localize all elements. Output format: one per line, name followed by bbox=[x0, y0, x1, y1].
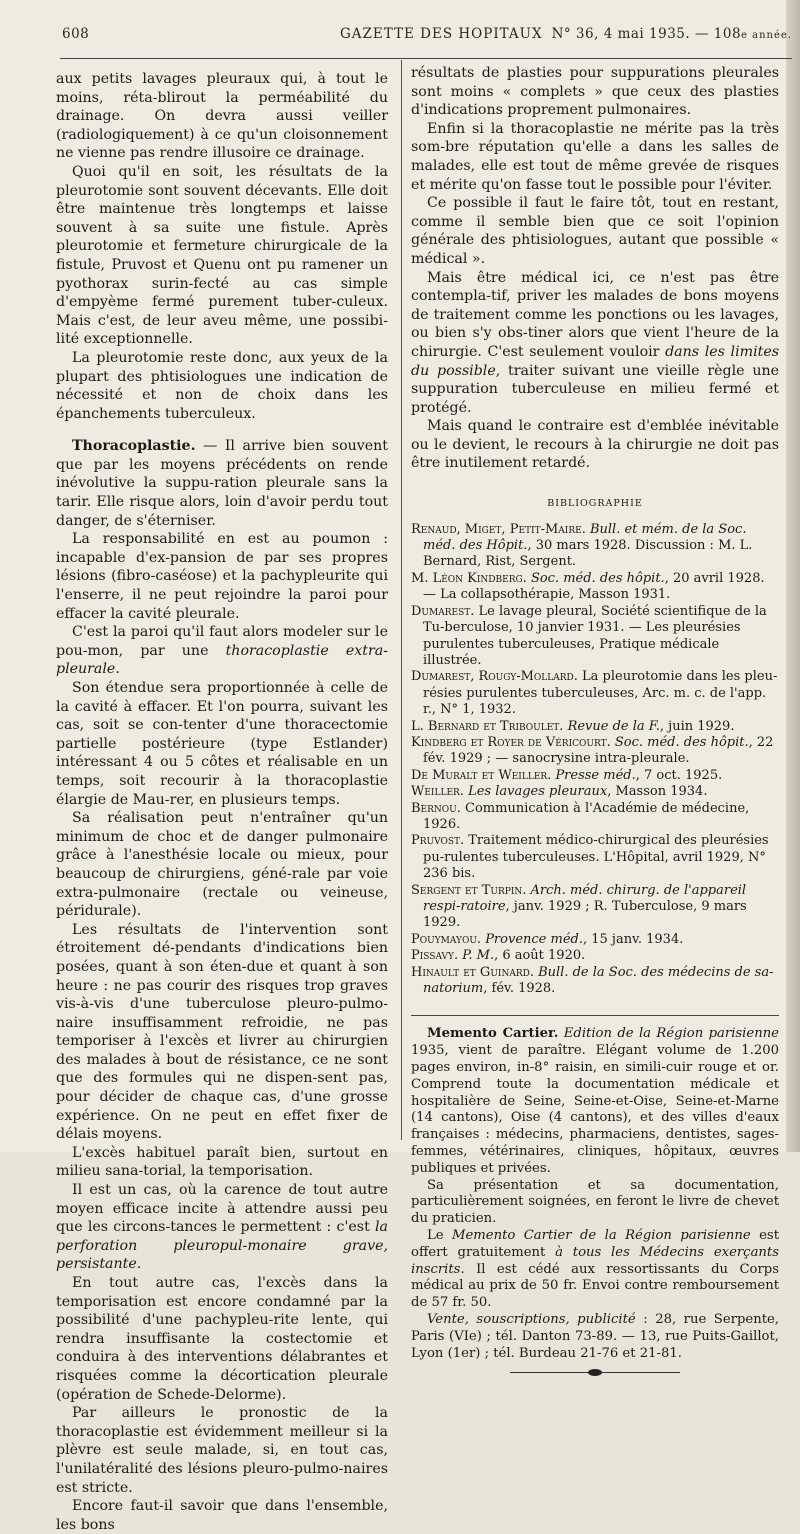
bibliography-title: BIBLIOGRAPHIE bbox=[547, 498, 643, 510]
paragraph: Encore faut-il savoir que dans l'ensemble, les bons bbox=[56, 1498, 388, 1533]
header-rule bbox=[60, 58, 792, 59]
paragraph: Le Memento Cartier de la Région parisienne est offert gratuitement à tous les Médecins exerçants inscrits. Il est cédé aux ressortissants du Corps médical au prix de 50 fr. Envoi contre remboursement de 57 fr. 50. bbox=[411, 1228, 779, 1311]
page-header bbox=[62, 26, 792, 50]
paragraph: Memento Cartier. Edition de la Région parisienne 1935, vient de paraître. Elégant volume de 1.200 pages environ, in-8° raisin, en simili-cuir rouge et or. Comprend toute la documentation médicale et hospitalière de Seine, Seine-et-Oise, Seine-et-Marne (14 cantons), Oise (4 cantons), et des villes d'eaux françaises : médecins, pharmaciens, dentistes, sages-femmes, vétérinaires, cliniques, hôpitaux, œuvres publiques et privées. bbox=[411, 1026, 779, 1176]
bibliography-authors: Weiller bbox=[411, 784, 460, 800]
bibliography-authors: Sergent et Turpin bbox=[411, 882, 523, 898]
paragraph: Enfin si la thoracoplastie ne mérite pas la très som-bre réputation qu'elle a dans les salles de malades, elle est tout de même grevée de risques et mérite qu'on fasse tout le possible pour l'éviter. bbox=[411, 120, 779, 193]
bibliography-authors: Pissavy bbox=[411, 948, 454, 964]
bibliography-entry: L. Bernard et Triboulet. Revue de la F., juin 1929. bbox=[411, 718, 735, 734]
journal-title: GAZETTE DES HOPITAUX bbox=[340, 26, 543, 42]
paragraph: Sa réalisation peut n'entraîner qu'un minimum de choc et de danger pulmonaire grâce à l'anesthésie locale ou mieux, pour beaucoup de chirurgiens, géné-rale par voie extra-pulmonaire (rectale ou veineuse, péridurale). bbox=[56, 810, 388, 920]
bibliography-entry: Weiller. Les lavages pleuraux, Masson 1934. bbox=[411, 784, 708, 800]
left-column bbox=[56, 70, 388, 1534]
bibliography-authors: Hinault et Guinard bbox=[411, 964, 530, 980]
bibliography-entry: De Muralt et Weiller. Presse méd., 7 oct. 1925. bbox=[411, 767, 723, 783]
bibliography-authors: Kindberg et Royer de Véricourt bbox=[411, 734, 607, 750]
bibliography-entry: Pruvost. Traitement médico-chirurgical des pleurésies pu-rulentes tuberculeuses. L'Hôpital, avril 1929, N° 236 bis. bbox=[411, 833, 769, 882]
paragraph: Quoi qu'il en soit, les résultats de la pleurotomie sont souvent décevants. Elle doit être maintenue très longtemps et laisse souvent à sa suite une fistule. Après pleurotomie et fermeture chirurgicale de la fistule, Pruvost et Quenu ont pu ramener un pyothorax surin-fecté au cas simple d'empyème fermé purement tuber-culeux. Mais c'est, de leur aveu même, une possibi-lité exceptionnelle. bbox=[56, 163, 388, 348]
bibliography-authors: Bernou bbox=[411, 800, 457, 816]
paragraph: Sa présentation et sa documentation, particulièrement soignées, en feront le livre de chevet du praticien. bbox=[411, 1177, 779, 1227]
paragraph: Mais être médical ici, ce n'est pas être contempla-tif, priver les malades de bons moyens de traitement comme les ponctions ou les lavages, ou bien s'y obs-tiner alors que vient l'heure de la chirurgie. C'est seulement vouloir dans les limites du possible, traiter suivant une vieille règle une suppuration tuberculeuse en milieu fermé et protégé. bbox=[411, 269, 779, 416]
paragraph: L'excès habituel paraît bien, surtout en milieu sana-torial, la temporisation. bbox=[56, 1144, 388, 1180]
paragraph: résultats de plasties pour suppurations pleurales sont moins « complets » que ceux des plasties d'indications proprement pulmonaires. bbox=[411, 65, 779, 119]
bibliography-entry: Sergent et Turpin. Arch. méd. chirurg. de l'appareil respi-ratoire, janv. 1929 ; R. Tuberculose, 9 mars 1929. bbox=[411, 882, 747, 931]
paragraph: Son étendue sera proportionnée à celle de la cavité à effacer. Et l'on pourra, suivant les cas, soit se con-tenter d'une thoracectomie partielle postérieure (type Estlander) intéressant 4 ou 5 côtes et réalisable en un temps, soit recourir à la thoracoplastie élargie de Mau-rer, en plusieurs temps. bbox=[56, 680, 388, 808]
paragraph: Mais quand le contraire est d'emblée inévitable ou le devient, le recours à la chirurgie ne doit pas être inutilement retardé. bbox=[411, 418, 779, 472]
bibliography-list bbox=[411, 522, 779, 998]
bibliography-entry: Dumarest, Rougy-Mollard. La pleurotomie dans les pleu-résies purulentes tuberculeuses, Arc. m. c. de l'app. r., N° 1, 1932. bbox=[411, 669, 778, 718]
bibliography-entry: Kindberg et Royer de Véricourt. Soc. méd. des hôpit., 22 fév. 1929 ; — sanocrysine intra-pleurale. bbox=[411, 734, 774, 767]
paragraph: En tout autre cas, l'excès dans la temporisation est encore condamné par la possibilité d'une pachypleu-rite lente, qui rendra insuffisante la costectomie et conduira à des interventions délabrantes et risquées comme la décortication pleurale (opération de Schede-Delorme). bbox=[56, 1275, 388, 1403]
section-divider bbox=[411, 1015, 779, 1016]
bibliography-authors: Dumarest, Rougy-Mollard bbox=[411, 669, 574, 685]
paragraph: Les résultats de l'intervention sont étroitement dé-pendants d'indications bien posées, quant à son éten-due et quant à son heure : ne pas courir des risques trop graves vis-à-vis d'une tuberculose pleuro-pulmo-naire insuffisamment refroidie, ne pas temporiser à l'excès et livrer au chirurgien des malades à bout de résistance, ce ne sont que des formules qui ne dispen-sent pas, pour décider de chaque cas, d'une grosse expérience. On ne peut en effet fixer de délais moyens. bbox=[56, 921, 388, 1143]
paragraph: La pleurotomie reste donc, aux yeux de la plupart des phtisiologues une indication de nécessité et non de choix dans les épanchements tuberculeux. bbox=[56, 349, 388, 422]
bibliography-authors: De Muralt et Weiller bbox=[411, 767, 548, 783]
page-edge bbox=[786, 0, 800, 1152]
bibliography-authors: Pruvost bbox=[411, 833, 460, 849]
bibliography-entry: Pissavy. P. M., 6 août 1920. bbox=[411, 948, 586, 964]
bibliography-authors: Dumarest bbox=[411, 603, 471, 619]
page-number: 608 bbox=[62, 26, 90, 42]
bibliography-authors: L. Bernard et Triboulet bbox=[411, 718, 560, 734]
bibliography-entry: Dumarest. Le lavage pleural, Société scientifique de la Tu-berculose, 10 janvier 1931. — Les pleurésies purulentes tuberculeuses, Pratique médicale illustrée. bbox=[411, 603, 767, 668]
paragraph: Par ailleurs le pronostic de la thoracoplastie est évidemment meilleur si la plèvre est seule malade, si, en tout cas, l'unilatéralité des lésions pleuro-pulmo-naires est stricte. bbox=[56, 1405, 388, 1496]
paragraph: Vente, souscriptions, publicité : 28, rue Serpente, Paris (VIe) ; tél. Danton 73-89. — 13, rue Puits-Gaillot, Lyon (1er) ; tél. Burdeau 21-76 et 21-81. bbox=[411, 1311, 779, 1361]
paragraph: Ce possible il faut le faire tôt, tout en restant, comme il semble bien que ce soit l'opinion générale des phtisiologues, autant que possible « médical ». bbox=[411, 195, 779, 267]
bibliography-authors: M. Léon Kindberg bbox=[411, 570, 523, 586]
column-rule bbox=[401, 60, 402, 1140]
section-paragraph: Thoracoplastie. — Il arrive bien souvent que par les moyens précédents on rende inévolutive la suppu-ration pleurale sans la tarir. Elle risque alors, loin d'avoir perdu tout danger, de s'éterniser. bbox=[56, 438, 388, 529]
bibliography-entry: Bernou. Communication à l'Académie de médecine, 1926. bbox=[411, 800, 750, 832]
bibliography-entry: Renaud, Miget, Petit-Maire. Bull. et mém. de la Soc. méd. des Hôpit., 30 mars 1928. Discussion : M. L. Bernard, Rist, Sergent. bbox=[411, 521, 753, 570]
bibliography-entry: Pouymayou. Provence méd., 15 janv. 1934. bbox=[411, 931, 684, 947]
memento-notice bbox=[411, 1026, 779, 1362]
bibliography-authors: Renaud, Miget, Petit-Maire bbox=[411, 521, 582, 537]
end-ornament bbox=[510, 1368, 680, 1378]
section-title: Thoracoplastie. bbox=[72, 438, 196, 455]
bibliography-entry: Hinault et Guinard. Bull. de la Soc. des médecins de sa-natorium, fév. 1928. bbox=[411, 964, 774, 997]
issue-info: N° 36, 4 mai 1935. — 108e année. bbox=[551, 26, 792, 42]
bibliography-entry: M. Léon Kindberg. Soc. méd. des hôpit., 20 avril 1928. — La collapsothérapie, Masson 1931. bbox=[411, 570, 765, 603]
paragraph: C'est la paroi qu'il faut alors modeler sur le pou-mon, par une thoracoplastie extra-pleurale. bbox=[56, 624, 388, 678]
paragraph: aux petits lavages pleuraux qui, à tout le moins, réta-blirout la perméabilité du drainage. On devra aussi veiller (radiologiquement) à ce qu'un cloisonnement ne vienne pas rendre illusoire ce drainage. bbox=[56, 71, 388, 162]
memento-title: Memento Cartier. bbox=[427, 1026, 559, 1042]
bibliography-authors: Pouymayou bbox=[411, 931, 477, 947]
right-column bbox=[411, 64, 779, 1378]
paragraph: La responsabilité en est au poumon : incapable d'ex-pansion de par ses propres lésions (fibro-caséose) et la pachypleurite qui l'enserre, il ne peut rejoindre la paroi pour effacer la cavité pleurale. bbox=[56, 531, 388, 622]
paragraph: Il est un cas, où la carence de tout autre moyen efficace incite à attendre aussi peu que les circons-tances le permettent : c'est la perforation pleuropul-monaire grave, persistante. bbox=[56, 1182, 388, 1273]
